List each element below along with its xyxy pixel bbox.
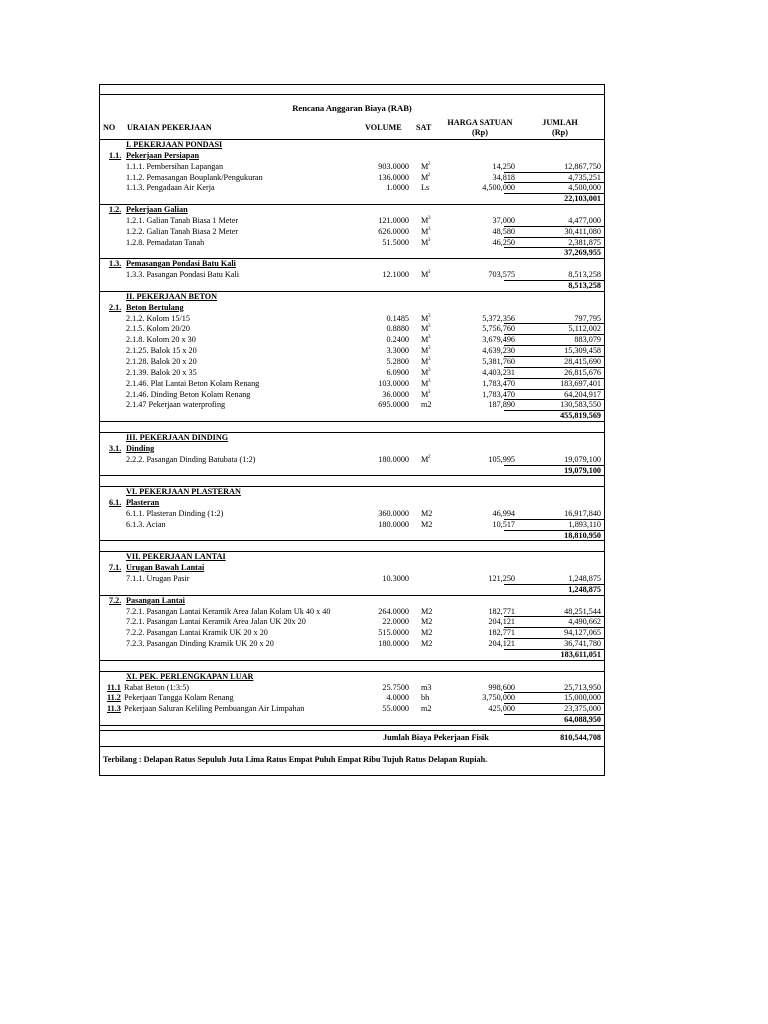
grand-total-value: 810,544,708 xyxy=(560,733,601,742)
item-volume: 103.0000 xyxy=(378,379,409,388)
item-description: 1.1.2. Pemasangan Bouplank/Pengukuran xyxy=(126,173,263,182)
item-volume: 1.0000 xyxy=(386,183,409,192)
subtotal-row xyxy=(100,280,604,291)
item-volume: 36.0000 xyxy=(382,390,409,399)
subsection-row xyxy=(100,443,604,454)
table-row xyxy=(100,616,604,627)
table-row xyxy=(100,508,604,519)
section-title: I. PEKERJAAN PONDASI xyxy=(126,140,223,149)
item-unit-price: 3,750,000 xyxy=(482,693,515,702)
unit-exponent: 3 xyxy=(428,216,431,221)
table-row xyxy=(100,627,604,638)
item-description: Pekerjaan Saluran Keliling Pembuangan Air Limpahan xyxy=(124,704,305,713)
item-unit-price: 703,575 xyxy=(488,270,515,279)
subtotal-row xyxy=(100,247,604,258)
item-unit-price: 121,250 xyxy=(488,574,515,583)
subsection-row xyxy=(100,258,604,269)
subtotal-value: 64,088,950 xyxy=(564,715,601,724)
item-unit-price: 34,818 xyxy=(492,173,515,182)
item-volume: 180.0000 xyxy=(378,520,409,529)
item-description: 1.2.1. Galian Tanah Biasa 1 Meter xyxy=(126,216,239,225)
unit-exponent: 3 xyxy=(428,335,431,340)
subsection-row xyxy=(100,302,604,313)
table-row xyxy=(100,703,604,714)
blank-row xyxy=(100,540,604,551)
item-unit: m3 xyxy=(421,683,432,692)
item-volume: 12.1000 xyxy=(382,270,409,279)
item-unit-price: 204,121 xyxy=(488,617,515,626)
table-row xyxy=(100,378,604,389)
item-description: 7.2.2. Pasangan Lantai Kramik UK 20 x 20 xyxy=(126,628,268,637)
section-header-row xyxy=(100,551,604,562)
item-total: 48,251,544 xyxy=(564,607,601,616)
item-description: 2.1.46. Dinding Beton Kolam Renang xyxy=(126,390,251,399)
item-unit-price: 1,783,470 xyxy=(482,379,515,388)
subsection-title: Pemasangan Pondasi Batu Kali xyxy=(126,259,236,268)
item-unit: M xyxy=(421,379,429,388)
subsection-title: Pasangan Lantai xyxy=(126,596,185,605)
col-header-harga-line2: (Rp) xyxy=(472,128,488,137)
terbilang-top-rule xyxy=(100,746,604,747)
header-rule xyxy=(100,139,604,140)
item-description: 2.1.2. Kolom 15/15 xyxy=(126,314,190,323)
item-total: 130,583,550 xyxy=(560,400,601,409)
table-row xyxy=(100,638,604,649)
table-row xyxy=(100,215,604,226)
item-unit: M xyxy=(421,390,429,399)
col-header-jumlah-line2: (Rp) xyxy=(552,128,568,137)
item-description: 7.1.1. Urugan Pasir xyxy=(126,574,190,583)
item-unit: M xyxy=(421,173,429,182)
subtotal-value: 19,079,100 xyxy=(564,466,601,475)
table-row xyxy=(100,367,604,378)
subsection-number: 6.1. xyxy=(109,498,122,507)
top-rule xyxy=(100,94,604,95)
row-rule xyxy=(100,725,604,726)
section-header-row xyxy=(100,291,604,302)
item-volume: 51.5000 xyxy=(382,238,409,247)
item-unit-price: 182,771 xyxy=(488,628,515,637)
item-total: 15,000,000 xyxy=(564,693,601,702)
item-unit: M2 xyxy=(421,509,433,518)
item-description: Pekerjaan Tangga Kolam Renang xyxy=(124,693,234,702)
table-row xyxy=(100,692,604,703)
item-volume: 264.0000 xyxy=(378,607,409,616)
item-volume: 5.2800 xyxy=(386,357,409,366)
item-number: 11.1 xyxy=(107,683,121,692)
table-row xyxy=(100,323,604,334)
unit-exponent: 3 xyxy=(428,368,431,373)
item-volume: 0.1485 xyxy=(386,314,409,323)
table-row xyxy=(100,356,604,367)
item-volume: 136.0000 xyxy=(378,173,409,182)
item-total: 19,079,100 xyxy=(564,455,601,464)
table-row xyxy=(100,269,604,280)
item-description: 1.1.3. Pengadaan Air Kerja xyxy=(126,183,215,192)
subtotal-value: 37,269,955 xyxy=(564,248,601,257)
subsection-row xyxy=(100,497,604,508)
item-volume: 0.8880 xyxy=(386,324,409,333)
subsection-title: Urugan Bawah Lantai xyxy=(126,563,205,572)
subsection-number: 1.2. xyxy=(109,205,122,214)
subtotal-row xyxy=(100,193,604,204)
col-header-harga xyxy=(440,118,520,138)
item-total: 8,513,258 xyxy=(568,270,601,279)
item-total: 23,375,000 xyxy=(564,704,601,713)
item-volume: 121.0000 xyxy=(378,216,409,225)
item-volume: 3.3000 xyxy=(386,346,409,355)
item-unit-price: 182,771 xyxy=(488,607,515,616)
subsection-number: 1.1. xyxy=(109,151,122,160)
item-unit: Ls xyxy=(421,183,430,192)
subsection-row xyxy=(100,204,604,215)
item-unit-price: 46,994 xyxy=(492,509,515,518)
item-description: 2.1.25. Balok 15 x 20 xyxy=(126,346,197,355)
section-header-row xyxy=(100,671,604,682)
col-header-volume: VOLUME xyxy=(365,123,402,132)
col-header-sat: SAT xyxy=(416,123,432,132)
item-unit-price: 998,600 xyxy=(488,683,515,692)
subsection-number: 3.1. xyxy=(109,444,122,453)
item-unit-price: 1,783,470 xyxy=(482,390,515,399)
item-total: 25,713,950 xyxy=(564,683,601,692)
item-unit-price: 105,995 xyxy=(488,455,515,464)
item-total: 26,815,676 xyxy=(564,368,601,377)
unit-exponent: 3 xyxy=(428,324,431,329)
item-volume: 4.0000 xyxy=(386,693,409,702)
section-header-row xyxy=(100,139,604,150)
item-volume: 6.0900 xyxy=(386,368,409,377)
table-row xyxy=(100,573,604,584)
item-total: 15,309,458 xyxy=(564,346,601,355)
item-description: 1.2.8. Pemadatan Tanah xyxy=(126,238,205,247)
item-unit: M xyxy=(421,324,429,333)
item-volume: 10.3000 xyxy=(382,574,409,583)
subsection-title: Beton Bertulang xyxy=(126,303,184,312)
grand-total-label: Jumlah Biaya Pekerjaan Fisik xyxy=(383,733,489,742)
item-total: 30,411,080 xyxy=(564,227,601,236)
subtotal-row xyxy=(100,714,604,725)
item-total: 36,741,780 xyxy=(564,639,601,648)
item-description: 6.1.3. Acian xyxy=(126,520,166,529)
item-unit: m2 xyxy=(421,704,432,713)
col-header-jumlah-line1: JUMLAH xyxy=(542,118,578,127)
item-total: 4,500,000 xyxy=(568,183,601,192)
item-unit-price: 46,250 xyxy=(492,238,515,247)
subsection-number: 7.2. xyxy=(109,596,122,605)
table-row xyxy=(100,161,604,172)
item-unit: M2 xyxy=(421,617,433,626)
subsection-title: Plasteran xyxy=(126,498,160,507)
table-row xyxy=(100,345,604,356)
item-description: 7.2.1. Pasangan Lantai Keramik Area Jalan Kolam Uk 40 x 40 xyxy=(126,607,331,616)
col-header-jumlah xyxy=(530,118,590,138)
item-unit: m2 xyxy=(421,400,432,409)
subtotal-value: 455,819,569 xyxy=(560,411,601,420)
item-unit: M xyxy=(421,368,429,377)
item-unit: M2 xyxy=(421,607,433,616)
item-unit: M xyxy=(421,270,429,279)
subtotal-value: 8,513,258 xyxy=(568,281,601,290)
item-unit: M2 xyxy=(421,628,433,637)
page-title: Rencana Anggaran Biaya (RAB) xyxy=(292,103,412,113)
table-row xyxy=(100,334,604,345)
item-unit-price: 10,517 xyxy=(492,520,515,529)
item-description: 1.3.3. Pasangan Pondasi Batu Kali xyxy=(126,270,240,279)
item-total: 5,112,002 xyxy=(568,324,601,333)
item-total: 4,735,251 xyxy=(568,173,601,182)
unit-exponent: 3 xyxy=(428,238,431,243)
item-unit-price: 204,121 xyxy=(488,639,515,648)
item-total: 1,248,875 xyxy=(568,574,601,583)
item-unit-price: 425,000 xyxy=(488,704,515,713)
item-description: 2.1.28. Balok 20 x 20 xyxy=(126,357,197,366)
item-description: 7.2.3. Pasangan Dinding Kramik UK 20 x 20 xyxy=(126,639,274,648)
subtotal-row xyxy=(100,584,604,595)
item-total: 64,204,917 xyxy=(564,390,601,399)
unit-exponent: 2 xyxy=(428,162,431,167)
section-title: II. PEKERJAAN BETON xyxy=(126,292,218,301)
subsection-row xyxy=(100,595,604,606)
item-number: 11.2 xyxy=(107,693,121,702)
subtotal-value: 18,810,950 xyxy=(564,531,601,540)
subsection-title: Pekerjaan Persiapan xyxy=(126,151,199,160)
unit-exponent: 3 xyxy=(428,270,431,275)
item-description: 2.1.8. Kolom 20 x 30 xyxy=(126,335,196,344)
item-description: Rabat Beton (1:3:5) xyxy=(124,683,190,692)
subsection-title: Dinding xyxy=(126,444,155,453)
item-volume: 25.7500 xyxy=(382,683,409,692)
item-unit: M xyxy=(421,216,429,225)
unit-exponent: 3 xyxy=(428,314,431,319)
item-total: 183,697,401 xyxy=(560,379,601,388)
blank-row xyxy=(100,475,604,486)
item-unit-price: 48,580 xyxy=(492,227,515,236)
item-unit-price: 5,381,760 xyxy=(482,357,515,366)
blank-row xyxy=(100,421,604,432)
item-unit: M xyxy=(421,238,429,247)
rab-sheet xyxy=(99,84,605,776)
subtotal-value: 1,248,875 xyxy=(568,585,601,594)
item-total: 883,079 xyxy=(574,335,601,344)
item-unit: M2 xyxy=(421,520,433,529)
item-unit-price: 5,372,356 xyxy=(482,314,515,323)
table-row xyxy=(100,454,604,465)
subtotal-value: 183,611,051 xyxy=(560,650,601,659)
item-unit: M xyxy=(421,335,429,344)
table-bottom-rule xyxy=(100,730,604,731)
item-unit-price: 14,250 xyxy=(492,162,515,171)
item-volume: 22.0000 xyxy=(382,617,409,626)
item-volume: 180.0000 xyxy=(378,639,409,648)
subtotal-row xyxy=(100,649,604,660)
item-unit: M xyxy=(421,314,429,323)
table-row xyxy=(100,519,604,530)
item-unit-price: 4,403,231 xyxy=(482,368,515,377)
subsection-title: Pekerjaan Galian xyxy=(126,205,188,214)
item-volume: 55.0000 xyxy=(382,704,409,713)
section-header-row xyxy=(100,432,604,443)
item-total: 94,127,065 xyxy=(564,628,601,637)
section-title: VI. PEKERJAAN PLASTERAN xyxy=(126,487,241,496)
item-description: 2.1.5. Kolom 20/20 xyxy=(126,324,190,333)
item-description: 1.1.1. Pembersihan Lapangan xyxy=(126,162,224,171)
item-total: 4,490,662 xyxy=(568,617,601,626)
item-volume: 180.0000 xyxy=(378,455,409,464)
unit-exponent: 2 xyxy=(428,173,431,178)
terbilang-text: Terbilang : Delapan Ratus Sepuluh Juta Lima Ratus Empat Puluh Empat Ribu Tujuh Ratus Delapan Rupiah. xyxy=(103,755,488,764)
section-title: VII. PEKERJAAN LANTAI xyxy=(126,552,226,561)
item-description: 6.1.1. Plasteran Dinding (1:2) xyxy=(126,509,224,518)
item-description: 7.2.1. Pasangan Lantai Keramik Area Jalan UK 20x 20 xyxy=(126,617,306,626)
item-description: 2.1.47 Pekerjaan waterprofing xyxy=(126,400,226,409)
item-unit: M xyxy=(421,455,429,464)
blank-row xyxy=(100,660,604,671)
item-unit-price: 4,500,000 xyxy=(482,183,515,192)
col-header-uraian: URAIAN PEKERJAAN xyxy=(127,123,212,132)
subsection-number: 7.1. xyxy=(109,563,122,572)
item-unit-price: 3,679,496 xyxy=(482,335,515,344)
item-number: 11.3 xyxy=(107,704,121,713)
item-unit-price: 37,000 xyxy=(492,216,515,225)
item-volume: 0.2400 xyxy=(386,335,409,344)
item-unit: M xyxy=(421,346,429,355)
item-total: 1,893,110 xyxy=(568,520,601,529)
item-description: 2.2.2. Pasangan Dinding Batubata (1:2) xyxy=(126,455,256,464)
subtotal-value: 22,103,001 xyxy=(564,194,601,203)
section-title: XI. PEK. PERLENGKAPAN LUAR xyxy=(126,672,254,681)
item-description: 2.1.46. Plat Lantai Beton Kolam Renang xyxy=(126,379,260,388)
item-total: 797,795 xyxy=(574,314,601,323)
section-header-row xyxy=(100,486,604,497)
unit-exponent: 3 xyxy=(428,357,431,362)
item-volume: 360.0000 xyxy=(378,509,409,518)
item-unit-price: 4,639,230 xyxy=(482,346,515,355)
subsection-number: 2.1. xyxy=(109,303,122,312)
item-unit-price: 187,890 xyxy=(488,400,515,409)
subsection-row xyxy=(100,562,604,573)
unit-exponent: 3 xyxy=(428,227,431,232)
item-unit: M2 xyxy=(421,639,433,648)
item-total: 4,477,000 xyxy=(568,216,601,225)
subsection-number: 1.3. xyxy=(109,259,122,268)
item-unit: bh xyxy=(421,693,430,702)
table-row xyxy=(100,182,604,193)
table-row xyxy=(100,399,604,410)
item-description: 1.2.2. Galian Tanah Biasa 2 Meter xyxy=(126,227,239,236)
item-volume: 515.0000 xyxy=(378,628,409,637)
section-title: III. PEKERJAAN DINDING xyxy=(126,433,229,442)
unit-exponent: 3 xyxy=(428,390,431,395)
item-unit-price: 5,756,760 xyxy=(482,324,515,333)
item-unit: M xyxy=(421,162,429,171)
item-total: 28,415,690 xyxy=(564,357,601,366)
item-unit: M xyxy=(421,357,429,366)
item-unit: M xyxy=(421,227,429,236)
col-header-harga-line1: HARGA SATUAN xyxy=(447,118,513,127)
table-row xyxy=(100,226,604,237)
item-volume: 695.0000 xyxy=(378,400,409,409)
grand-total-row xyxy=(100,732,604,743)
item-description: 2.1.39. Balok 20 x 35 xyxy=(126,368,197,377)
item-total: 12,867,750 xyxy=(564,162,601,171)
subtotal-row xyxy=(100,410,604,421)
item-volume: 626.0000 xyxy=(378,227,409,236)
item-total: 16,917,840 xyxy=(564,509,601,518)
unit-exponent: 3 xyxy=(428,379,431,384)
terbilang-row xyxy=(103,754,604,765)
col-header-no: NO xyxy=(103,123,116,132)
unit-exponent: 3 xyxy=(428,346,431,351)
item-volume: 903.0000 xyxy=(378,162,409,171)
item-total: 2,381,875 xyxy=(568,238,601,247)
unit-exponent: 2 xyxy=(428,455,431,460)
subsection-row xyxy=(100,150,604,161)
